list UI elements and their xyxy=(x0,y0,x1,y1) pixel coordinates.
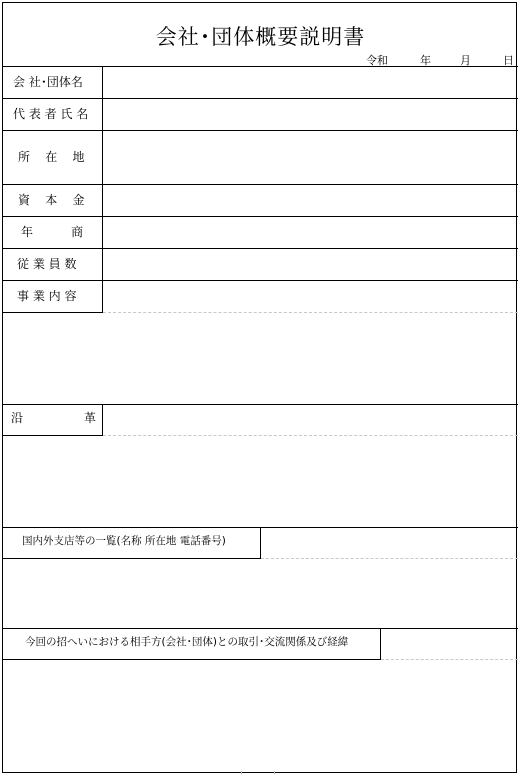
annual-sales-label: 年 商 xyxy=(21,225,84,239)
date-era: 令和 xyxy=(366,54,388,67)
address-field[interactable] xyxy=(103,131,517,184)
relations-area[interactable] xyxy=(3,660,517,772)
label-column-divider xyxy=(102,66,103,312)
business-label: 事 業 内 容 xyxy=(17,289,77,303)
history-label: 沿 革 xyxy=(11,411,97,425)
branches-label-divider xyxy=(260,527,261,558)
business-description-area[interactable] xyxy=(3,313,517,404)
date-day: 日 xyxy=(503,54,514,67)
capital-label: 資 本 金 xyxy=(18,193,85,207)
address-label: 所 在 地 xyxy=(18,150,85,164)
company-name-field[interactable] xyxy=(103,67,517,98)
date-month: 月 xyxy=(460,54,471,67)
history-label-divider xyxy=(102,404,103,435)
employees-field[interactable] xyxy=(103,249,517,280)
branches-label: 国内外支店等の一覧(名称 所在地 電話番号) xyxy=(22,535,226,547)
relations-label: 今回の招へいにおける相手方(会社･団体)との取引･交流関係及び経緯 xyxy=(25,636,349,648)
employees-label: 従 業 員 数 xyxy=(17,257,77,271)
representative-field[interactable] xyxy=(103,99,517,130)
company-overview-form xyxy=(2,2,517,773)
page-footer-mark xyxy=(241,771,275,774)
branches-area[interactable] xyxy=(3,559,517,628)
company-name-label: 会 社･団体名 xyxy=(13,75,83,89)
relations-label-divider xyxy=(380,628,381,659)
history-area[interactable] xyxy=(3,436,517,527)
representative-label: 代 表 者 氏 名 xyxy=(13,107,89,121)
form-title: 会社･団体概要説明書 xyxy=(155,25,366,49)
date-year: 年 xyxy=(420,54,431,67)
capital-field[interactable] xyxy=(103,185,517,216)
annual-sales-field[interactable] xyxy=(103,217,517,248)
section-divider xyxy=(3,404,518,405)
business-field-header[interactable] xyxy=(103,281,517,312)
section-divider xyxy=(3,628,518,629)
